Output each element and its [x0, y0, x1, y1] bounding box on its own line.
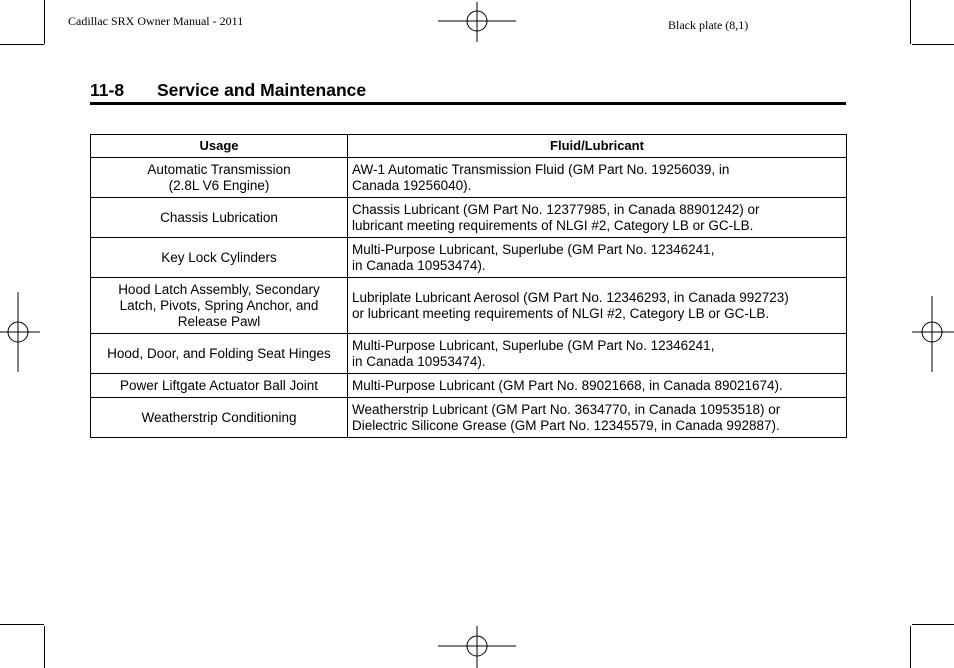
usage-cell: Power Liftgate Actuator Ball Joint	[91, 374, 348, 398]
fluid-cell: AW-1 Automatic Transmission Fluid (GM Part No. 19256039, in Canada 19256040).	[348, 158, 847, 198]
section-number: 11-8	[90, 80, 125, 100]
crop-mark-bottom-left-v	[44, 626, 45, 668]
usage-cell: Hood, Door, and Folding Seat Hinges	[91, 334, 348, 374]
crop-mark-bottom-right-v	[910, 626, 911, 668]
crop-mark-top-right-h	[912, 44, 954, 45]
section-title: Service and Maintenance	[157, 80, 367, 100]
fluid-cell: Multi-Purpose Lubricant (GM Part No. 89021668, in Canada 89021674).	[348, 374, 847, 398]
fluid-cell: Lubriplate Lubricant Aerosol (GM Part No. 12346293, in Canada 992723) or lubricant meeting requirements of NLGI #2, Category LB or GC-LB.	[348, 278, 847, 334]
usage-cell: Chassis Lubrication	[91, 198, 348, 238]
crop-mark-top-left-v	[44, 0, 45, 44]
registration-mark-bottom-icon	[438, 626, 516, 668]
usage-cell: Weatherstrip Conditioning	[91, 398, 348, 438]
usage-cell: Automatic Transmission (2.8L V6 Engine)	[91, 158, 348, 198]
registration-mark-left-icon	[0, 292, 40, 372]
column-header-fluid: Fluid/Lubricant	[348, 135, 847, 158]
registration-mark-top-icon	[438, 2, 516, 42]
table-row	[91, 238, 847, 278]
table-row	[91, 334, 847, 374]
table-row	[91, 398, 847, 438]
crop-mark-bottom-right-h	[912, 624, 954, 625]
usage-cell: Hood Latch Assembly, Secondary Latch, Pivots, Spring Anchor, and Release Pawl	[91, 278, 348, 334]
column-header-usage: Usage	[91, 135, 348, 158]
fluid-cell: Multi-Purpose Lubricant, Superlube (GM Part No. 12346241, in Canada 10953474).	[348, 334, 847, 374]
table-row	[91, 374, 847, 398]
fluid-cell: Weatherstrip Lubricant (GM Part No. 3634770, in Canada 10953518) or Dielectric Silicone Grease (GM Part No. 12345579, in Canada 992887).	[348, 398, 847, 438]
registration-mark-right-icon	[912, 296, 954, 372]
usage-cell: Key Lock Cylinders	[91, 238, 348, 278]
fluid-cell: Multi-Purpose Lubricant, Superlube (GM Part No. 12346241, in Canada 10953474).	[348, 238, 847, 278]
crop-mark-top-left-h	[0, 44, 44, 45]
fluids-lubricants-table	[90, 134, 847, 438]
table-header-row	[91, 135, 847, 158]
table-row	[91, 278, 847, 334]
table-row	[91, 158, 847, 198]
crop-mark-top-right-v	[910, 0, 911, 44]
plate-label: Black plate (8,1)	[668, 18, 749, 32]
crop-mark-bottom-left-h	[0, 624, 44, 625]
table-row	[91, 198, 847, 238]
section-heading	[90, 80, 846, 105]
manual-title: Cadillac SRX Owner Manual - 2011	[68, 14, 244, 28]
fluid-cell: Chassis Lubricant (GM Part No. 12377985, in Canada 88901242) or lubricant meeting requirements of NLGI #2, Category LB or GC-LB.	[348, 198, 847, 238]
